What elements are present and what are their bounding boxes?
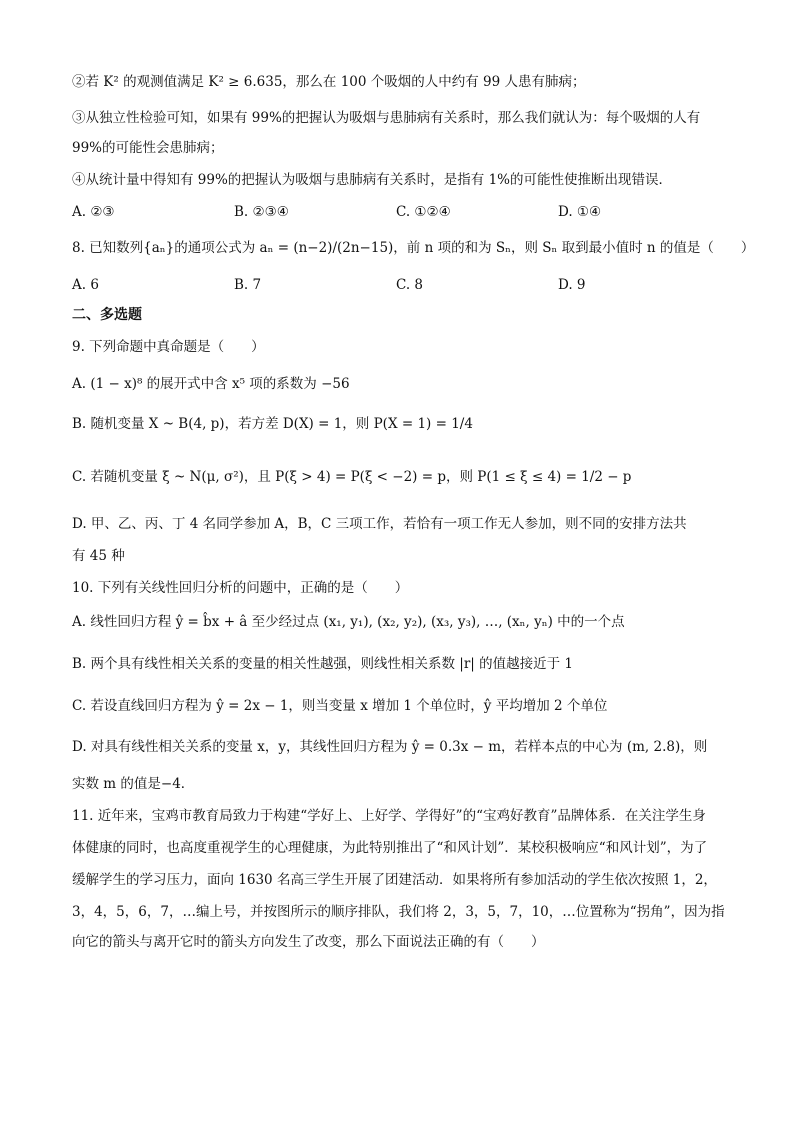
question-10: 10. 下列有关线性回归分析的问题中，正确的是（ ） bbox=[72, 580, 409, 596]
q10-option-a: A. 线性回归方程 ŷ = b̂x + â 至少经过点 (x₁, y₁), (x₂, y₂), (x₃, y₃), …, (xₙ, yₙ) 中的一个点 bbox=[72, 614, 625, 630]
q7-option-a: A. ②③ bbox=[72, 204, 115, 220]
q10-option-d-line1: D. 对具有线性相关关系的变量 x，y，其线性回归方程为 ŷ = 0.3x − m，若样本点的中心为 (m, 2.8)，则 bbox=[72, 739, 708, 755]
section-heading-multiple-choice: 二、多选题 bbox=[72, 307, 142, 323]
q7-option-d: D. ①④ bbox=[558, 204, 602, 220]
q10-option-c: C. 若设直线回归方程为 ŷ = 2x − 1，则当变量 x 增加 1 个单位时，ŷ 平均增加 2 个单位 bbox=[72, 698, 608, 714]
q10-option-d-line2: 实数 m 的值是−4． bbox=[72, 776, 195, 792]
statement-3-line2: 99%的可能性会患肺病； bbox=[72, 140, 224, 156]
question-11-line2: 体健康的同时，也高度重视学生的心理健康，为此特别推出了“和风计划”．某校积极响应“和风计划”，为了 bbox=[72, 840, 708, 856]
q10-option-b: B. 两个具有线性相关关系的变量的相关性越强，则线性相关系数 |r| 的值越接近于 1 bbox=[72, 656, 574, 672]
question-9: 9. 下列命题中真命题是（ ） bbox=[72, 339, 265, 355]
question-8: 8. 已知数列{aₙ}的通项公式为 aₙ = (n−2)/(2n−15)，前 n 项的和为 Sₙ，则 Sₙ 取到最小值时 n 的值是（ ） bbox=[72, 240, 755, 256]
q7-option-b: B. ②③④ bbox=[234, 204, 289, 220]
q9-option-d-line2: 有 45 种 bbox=[72, 548, 125, 564]
question-11-line5: 向它的箭头与离开它时的箭头方向发生了改变，那么下面说法正确的有（ ） bbox=[72, 934, 545, 950]
q8-option-a: A. 6 bbox=[72, 277, 99, 293]
q9-option-d-line1: D. 甲、乙、丙、丁 4 名同学参加 A，B，C 三项工作，若恰有一项工作无人参加，则不同的安排方法共 bbox=[72, 516, 687, 532]
statement-2: ②若 K² 的观测值满足 K² ≥ 6.635，那么在 100 个吸烟的人中约有 99 人患有肺病； bbox=[72, 74, 586, 90]
question-11-line3: 缓解学生的学习压力，面向 1630 名高三学生开展了团建活动．如果将所有参加活动的学生依次按照 1，2， bbox=[72, 872, 717, 888]
q7-option-c: C. ①②④ bbox=[396, 204, 451, 220]
statement-3-line1: ③从独立性检验可知，如果有 99%的把握认为吸烟与患肺病有关系时，那么我们就认为：每个吸烟的人有 bbox=[72, 110, 701, 126]
q9-option-b: B. 随机变量 X ~ B(4, p)，若方差 D(X) = 1，则 P(X = 1) = 1/4 bbox=[72, 416, 473, 432]
q8-option-d: D. 9 bbox=[558, 277, 586, 293]
q8-option-b: B. 7 bbox=[234, 277, 262, 293]
q9-option-a: A. (1 − x)⁸ 的展开式中含 x⁵ 项的系数为 −56 bbox=[72, 376, 350, 392]
q9-option-c: C. 若随机变量 ξ ~ N(μ, σ²)，且 P(ξ > 4) = P(ξ < −2) = p，则 P(1 ≤ ξ ≤ 4) = 1/2 − p bbox=[72, 469, 632, 485]
question-11-line1: 11. 近年来，宝鸡市教育局致力于构建“学好上、上好学、学得好”的“宝鸡好教育”品牌体系．在关注学生身 bbox=[72, 808, 706, 824]
question-11-line4: 3，4，5，6，7，…编上号，并按图所示的顺序排队，我们将 2，3，5，7，10，…位置称为“拐角”，因为指 bbox=[72, 904, 725, 920]
statement-4: ④从统计量中得知有 99%的把握认为吸烟与患肺病有关系时，是指有 1%的可能性使推断出现错误． bbox=[72, 172, 673, 188]
q8-option-c: C. 8 bbox=[396, 277, 424, 293]
